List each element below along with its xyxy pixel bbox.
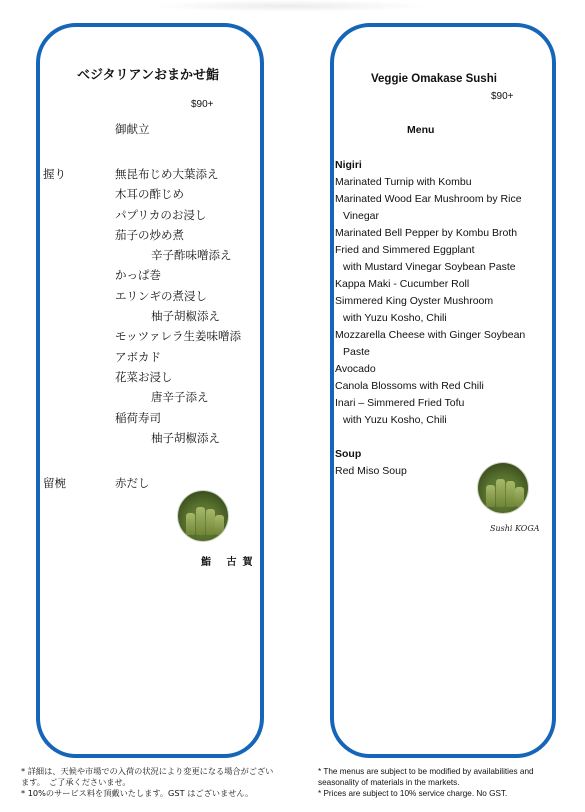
en-nigiri-item (335, 174, 547, 191)
jp-signature: 鮨 古賀 (201, 557, 259, 568)
jp-menu-title: ベジタリアンおまかせ鮨 (77, 68, 219, 83)
jp-nigiri-list (115, 164, 241, 448)
en-nigiri-item-line: Kappa Maki - Cucumber Roll (335, 278, 470, 290)
en-footnotes (318, 766, 570, 799)
en-note-2: * Prices are subject to 10% service charge. No GST. (318, 789, 508, 798)
en-nigiri-item-continuation: Paste (343, 346, 370, 358)
en-nigiri-item (335, 242, 547, 276)
sushi-photo-icon (178, 491, 228, 541)
en-note-1: * The menus are subject to be modified by availabilities and seasonality of materials in the markets. (318, 767, 534, 787)
jp-note-2: * 10%のサービス料を頂戴いたします。GST はございません。 (21, 788, 254, 798)
en-nigiri-item-continuation: Vinegar (343, 210, 380, 222)
jp-nigiri-item: 稲荷寿司 (115, 410, 161, 425)
jp-menu-heading: 御献立 (115, 122, 150, 136)
jp-nigiri-item: モッツァレラ生姜味噌添 (115, 329, 242, 344)
en-nigiri-item (335, 293, 547, 327)
jp-nigiri-label: 握り (43, 167, 66, 181)
jp-price: $90+ (191, 99, 214, 110)
jp-nigiri-item: かっぱ巻 (115, 268, 161, 283)
en-nigiri-section (335, 157, 547, 480)
en-price: $90+ (491, 91, 514, 102)
en-nigiri-item-line: Inari – Simmered Fried Tofu (335, 397, 465, 409)
en-nigiri-item-line: Marinated Bell Pepper by Kombu Broth (335, 227, 518, 239)
en-menu-title: Veggie Omakase Sushi (371, 73, 497, 85)
en-nigiri-item (335, 327, 547, 361)
en-nigiri-list (335, 174, 547, 429)
jp-nigiri-item: エリンギの煮浸し (115, 288, 207, 303)
jp-soup-label: 留椀 (43, 476, 66, 490)
jp-nigiri-item: 柚子胡椒添え (151, 430, 220, 445)
en-nigiri-item-line: Simmered King Oyster Mushroom (335, 295, 494, 307)
en-nigiri-item-line: Mozzarella Cheese with Ginger Soybean (335, 329, 526, 341)
jp-note-1: * 詳細は、天候や市場での入荷の状況により変更になる場合がございます。 ご了承くださいませ。 (21, 766, 274, 787)
jp-nigiri-item: 柚子胡椒添え (151, 309, 220, 324)
en-nigiri-item (335, 276, 547, 293)
en-soup-item: Red Miso Soup (335, 465, 407, 477)
en-nigiri-item-line: Avocado (335, 363, 376, 375)
en-soup-label: Soup (335, 448, 362, 460)
sushi-photo-icon (478, 463, 528, 513)
jp-nigiri-item: 茄子の炒め煮 (115, 227, 184, 242)
jp-nigiri-item: 辛子酢味噌添え (151, 248, 232, 263)
en-nigiri-item (335, 361, 547, 378)
jp-nigiri-item: 唐辛子添え (151, 390, 209, 405)
jp-nigiri-item: 木耳の酢じめ (115, 187, 184, 202)
en-nigiri-item-continuation: with Mustard Vinegar Soybean Paste (343, 261, 516, 273)
jp-nigiri-item: 花菜お浸し (115, 369, 173, 384)
en-nigiri-item-line: Marinated Turnip with Kombu (335, 176, 472, 188)
en-nigiri-item (335, 395, 547, 429)
en-nigiri-item-line: Marinated Wood Ear Mushroom by Rice (335, 193, 522, 205)
en-nigiri-item-line: Canola Blossoms with Red Chili (335, 380, 484, 392)
jp-nigiri-item: アボカド (115, 349, 161, 364)
jp-soup-item: 赤だし (115, 476, 150, 490)
en-nigiri-item-continuation: with Yuzu Kosho, Chili (343, 312, 447, 324)
en-nigiri-item (335, 191, 547, 225)
en-signature: Sushi KOGA (490, 524, 540, 533)
top-shadow (150, 0, 430, 12)
jp-footnotes (21, 766, 279, 799)
en-menu-heading: Menu (407, 124, 435, 136)
en-nigiri-item (335, 378, 547, 395)
jp-nigiri-item: パプリカのお浸し (115, 207, 207, 222)
en-nigiri-item-line: Fried and Simmered Eggplant (335, 244, 475, 256)
en-nigiri-item (335, 225, 547, 242)
en-nigiri-item-continuation: with Yuzu Kosho, Chili (343, 414, 447, 426)
en-nigiri-label: Nigiri (335, 159, 362, 171)
jp-nigiri-item: 無昆布じめ大葉添え (115, 167, 219, 181)
